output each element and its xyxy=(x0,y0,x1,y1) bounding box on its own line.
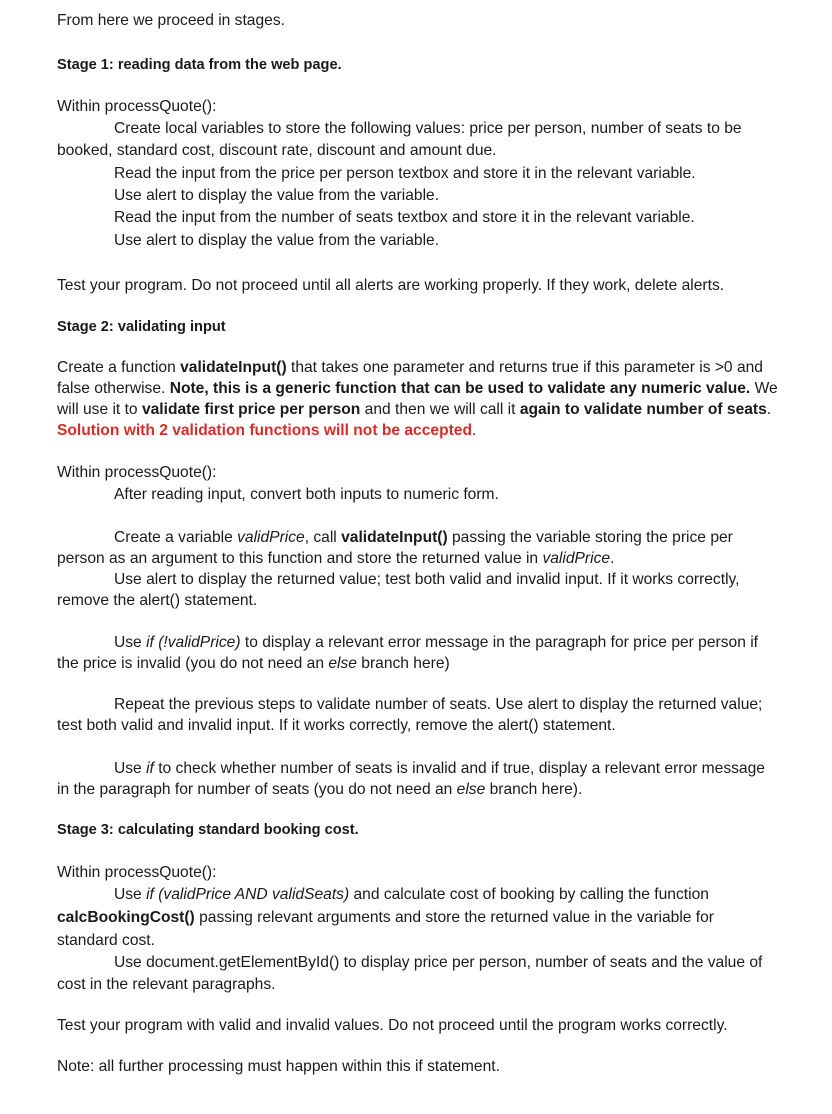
stage2-line: Use alert to display the returned value; test both valid and invalid input. If it works correctly, xyxy=(114,571,740,588)
stage3-line: cost in the relevant paragraphs. xyxy=(57,976,276,993)
stage2-line: in the paragraph for number of seats (you do not need an else branch here). xyxy=(57,781,583,798)
stage3-within: Within processQuote(): xyxy=(57,864,217,881)
stage2-line: person as an argument to this function and store the returned value in validPrice. xyxy=(57,550,615,567)
stage2-within: Within processQuote(): xyxy=(57,464,217,481)
stage3-note: Note: all further processing must happen within this if statement. xyxy=(57,1058,500,1075)
stage2-line: Use if to check whether number of seats is invalid and if true, display a relevant error message xyxy=(114,760,765,777)
stage3-heading: Stage 3: calculating standard booking cost. xyxy=(57,822,359,838)
stage3-line: standard cost. xyxy=(57,932,155,949)
stage2-line: Create a variable validPrice, call validateInput() passing the variable storing the price per xyxy=(114,529,733,546)
stage1-line: Read the input from the number of seats textbox and store it in the relevant variable. xyxy=(114,209,695,226)
stage3-line: Use if (validPrice AND validSeats) and calculate cost of booking by calling the function xyxy=(114,886,709,903)
stage2-line: remove the alert() statement. xyxy=(57,592,258,609)
stage2-para-line: will use it to validate first price per person and then we will call it again to validate number of seats. xyxy=(57,401,772,418)
stage2-warning: Solution with 2 validation functions will not be accepted. xyxy=(57,422,477,439)
stage2-line: test both valid and invalid input. If it works correctly, remove the alert() statement. xyxy=(57,717,616,734)
stage1-line: Use alert to display the value from the variable. xyxy=(114,187,440,204)
intro-text: From here we proceed in stages. xyxy=(57,12,285,29)
stage2-para-line: Create a function validateInput() that takes one parameter and returns true if this parameter is >0 and xyxy=(57,359,763,376)
stage2-line: Use if (!validPrice) to display a relevant error message in the paragraph for price per person if xyxy=(114,634,758,651)
stage3-line: calcBookingCost() passing relevant arguments and store the returned value in the variable for xyxy=(57,909,714,926)
stage1-test: Test your program. Do not proceed until all alerts are working properly. If they work, delete alerts. xyxy=(57,277,725,294)
stage3-line: Use document.getElementById() to display price per person, number of seats and the value of xyxy=(114,954,763,971)
stage2-line: Repeat the previous steps to validate number of seats. Use alert to display the returned value; xyxy=(114,696,763,713)
stage2-heading: Stage 2: validating input xyxy=(57,319,226,335)
stage1-line: Create local variables to store the following values: price per person, number of seats to be xyxy=(114,120,742,137)
stage1-line: Use alert to display the value from the variable. xyxy=(114,232,440,249)
stage3-test: Test your program with valid and invalid values. Do not proceed until the program works correctly. xyxy=(57,1017,728,1034)
stage2-para-line: false otherwise. Note, this is a generic function that can be used to validate any numeric value. We xyxy=(57,380,778,397)
stage2-line: the price is invalid (you do not need an else branch here) xyxy=(57,655,450,672)
stage1-heading: Stage 1: reading data from the web page. xyxy=(57,57,342,73)
stage1-within: Within processQuote(): xyxy=(57,98,217,115)
stage1-line: Read the input from the price per person textbox and store it in the relevant variable. xyxy=(114,165,696,182)
stage1-line: booked, standard cost, discount rate, discount and amount due. xyxy=(57,142,497,159)
stage2-line: After reading input, convert both inputs to numeric form. xyxy=(114,486,499,503)
